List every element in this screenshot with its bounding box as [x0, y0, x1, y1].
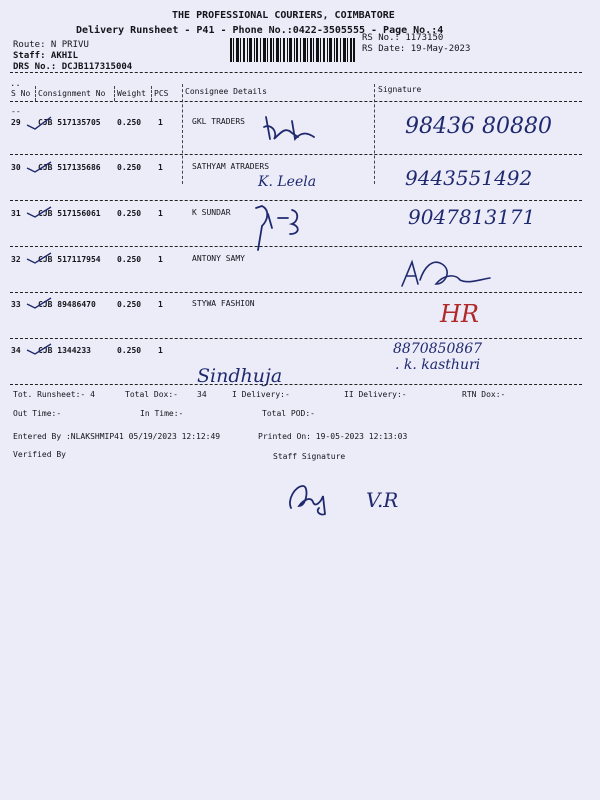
barcode [230, 38, 355, 62]
row-weight: 0.250 [117, 209, 142, 218]
header-separator [10, 72, 582, 73]
table-bottom-separator [10, 384, 582, 385]
check-mark [25, 203, 55, 227]
row-separator [10, 338, 582, 339]
total-dox-label: Total Dox:- [125, 390, 178, 399]
row-weight: 0.250 [117, 346, 142, 355]
verified-by: Verified By [13, 450, 66, 459]
staff-signature [285, 472, 365, 520]
row-weight: 0.250 [117, 163, 142, 172]
signature-name: K. Leela [258, 174, 317, 190]
col-consignee: Consignee Details [185, 87, 267, 96]
col-pcs: PCS [154, 89, 169, 98]
route-label: Route: N PRIVU [13, 40, 89, 50]
check-mark [25, 249, 55, 273]
total-dox-value: 34 [197, 390, 207, 399]
col-sno: S No [11, 89, 31, 98]
ii-delivery: II Delivery:- [344, 390, 407, 399]
check-mark [25, 113, 55, 137]
i-delivery: I Delivery:- [232, 390, 290, 399]
in-time: In Time:- [140, 409, 184, 418]
row-separator [10, 154, 582, 155]
row-separator [10, 246, 582, 247]
row-consignee: GKL TRADERS [192, 117, 245, 126]
signature-scribble [398, 250, 498, 294]
row-consignment: CJB 517117954 [38, 255, 101, 264]
staff-signature-label: Staff Signature [273, 452, 346, 461]
row-dash-marks: -- [11, 107, 21, 116]
rs-date: RS Date: 19-May-2023 [362, 44, 471, 54]
row-pcs: 1 [158, 255, 163, 264]
out-time: Out Time:- [13, 409, 62, 418]
row-consignment: CJB 1344233 [38, 346, 91, 355]
total-runsheet: Tot. Runsheet:- 4 [13, 390, 95, 399]
row-pcs: 1 [158, 163, 163, 172]
col-divider [114, 86, 115, 101]
row-pcs: 1 [158, 209, 163, 218]
check-mark [25, 294, 55, 318]
separator-marks: .. [10, 79, 21, 89]
row-sno: 29 [11, 118, 21, 127]
row-consignee: K SUNDAR [192, 208, 231, 217]
rs-number: RS No.: 1173150 [362, 33, 444, 43]
column-header-separator [10, 101, 582, 102]
row-sno: 32 [11, 255, 21, 264]
staff-label: Staff: AKHIL [13, 51, 79, 61]
signature-initials: HR [440, 300, 479, 328]
row-sno: 34 [11, 346, 21, 355]
row-pcs: 1 [158, 346, 163, 355]
runsheet-title: Delivery Runsheet - P41 - Phone No.:0422-3505555 - Page No.:4 [76, 25, 444, 36]
row-consignee: STYWA FASHION [192, 299, 255, 308]
signature-name: . k. kasthuri [395, 357, 481, 373]
total-pod: Total POD:- [262, 409, 315, 418]
rtn-dox: RTN Dox:- [462, 390, 506, 399]
row-consignee: ANTONY SAMY [192, 254, 245, 263]
check-mark [25, 340, 55, 364]
row-consignment: CJB 89486470 [38, 300, 96, 309]
row-sno: 30 [11, 163, 21, 172]
printed-on: Printed On: 19-05-2023 12:13:03 [258, 432, 408, 441]
row-pcs: 1 [158, 300, 163, 309]
col-signature: Signature [378, 85, 422, 94]
check-mark [25, 158, 55, 182]
row-consignment: CJB 517135705 [38, 118, 101, 127]
row-consignment: CJB 517135686 [38, 163, 101, 172]
row-sno: 33 [11, 300, 21, 309]
col-divider [151, 86, 152, 101]
drs-number: DRS No.: DCJB117315004 [13, 62, 133, 72]
signature-phone: 9047813171 [408, 205, 536, 229]
signature-phone: 8870850867 [393, 341, 483, 357]
row-separator [10, 292, 582, 293]
signature-phone: 98436 80880 [405, 114, 552, 139]
signature-scribble [248, 200, 308, 256]
col-divider [374, 84, 375, 184]
signature-scribble [262, 113, 322, 147]
row-weight: 0.250 [117, 118, 142, 127]
row-weight: 0.250 [117, 255, 142, 264]
company-name: THE PROFESSIONAL COURIERS, COIMBATORE [172, 10, 395, 21]
col-weight: Weight [117, 89, 146, 98]
col-divider [35, 86, 36, 101]
staff-signature-initials: V.R [366, 488, 399, 512]
signature-handwritten: Sindhuja [197, 365, 283, 387]
col-divider [182, 84, 183, 184]
row-weight: 0.250 [117, 300, 142, 309]
row-pcs: 1 [158, 118, 163, 127]
entered-by: Entered By :NLAKSHMIP41 05/19/2023 12:12:49 [13, 432, 221, 441]
row-consignment: CJB 517156061 [38, 209, 101, 218]
row-consignee: SATHYAM ATRADERS [192, 162, 270, 171]
col-consignment: Consignment No [38, 89, 106, 98]
row-sno: 31 [11, 209, 21, 218]
signature-phone: 9443551492 [405, 166, 533, 190]
